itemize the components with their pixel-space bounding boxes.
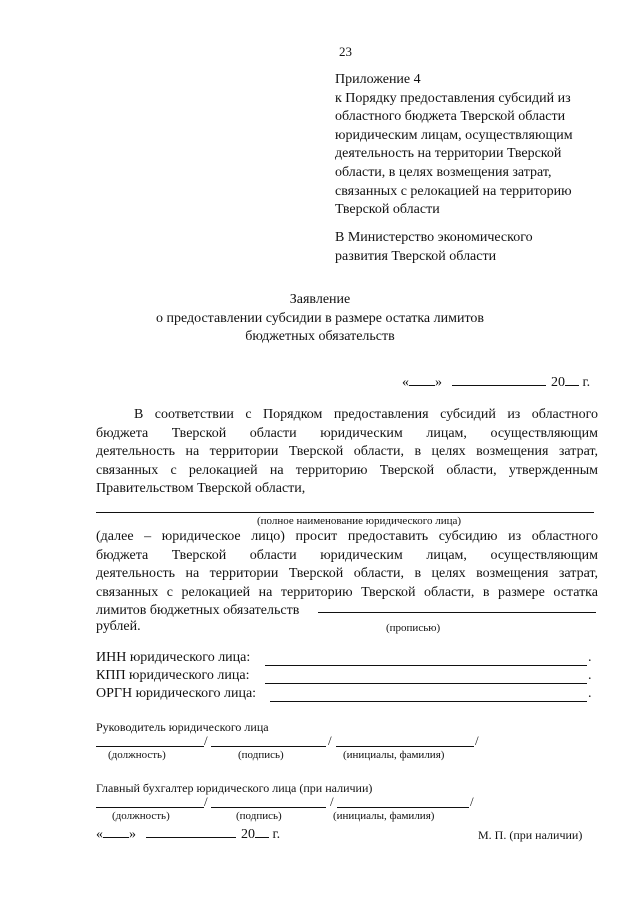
paragraph-line: бюджета Тверской области юридическим лицам, осуществляющим xyxy=(96,425,598,441)
paragraph-line: связанных с релокацией на территорию Тверской области, утвержденным xyxy=(96,462,598,478)
accountant-signature-field[interactable] xyxy=(211,807,326,808)
entity-name-caption: (полное наименование юридического лица) xyxy=(257,515,462,527)
annex-line: Тверской области xyxy=(335,202,440,218)
separator: / xyxy=(475,733,479,748)
annex-line: областного бюджета Тверской области xyxy=(335,109,566,125)
annex-header xyxy=(335,71,573,220)
separator: / xyxy=(204,733,208,748)
accountant-label: Главный бухгалтер юридического лица (при наличии) xyxy=(96,781,373,795)
day-blank[interactable] xyxy=(103,825,129,838)
paragraph-line: связанных с релокацией на территорию Тверской области, в размере остатка xyxy=(96,584,598,600)
amount-in-words-caption: (прописью) xyxy=(386,622,441,634)
paragraph-line: бюджета Тверской области юридическим лицам, осуществляющим xyxy=(96,547,598,563)
accountant-initials-field[interactable] xyxy=(337,807,469,808)
stamp-note: М. П. (при наличии) xyxy=(478,828,583,842)
head-label: Руководитель юридического лица xyxy=(96,720,269,734)
year-prefix: 20 xyxy=(241,827,255,842)
annex-line: связанных с релокацией на территорию xyxy=(335,183,572,199)
date-close-quote: » xyxy=(435,375,442,390)
recipient xyxy=(335,229,533,266)
year-prefix: 20 xyxy=(551,375,565,390)
date-open-quote: « xyxy=(402,375,409,390)
date-field-top xyxy=(402,373,590,391)
rubles-label: рублей. xyxy=(96,619,141,634)
kpp-field[interactable] xyxy=(265,683,587,684)
head-initials-caption: (инициалы, фамилия) xyxy=(343,749,445,761)
month-blank[interactable] xyxy=(146,825,236,838)
year-blank[interactable] xyxy=(255,825,269,838)
head-signature-field[interactable] xyxy=(211,746,326,747)
ogrn-label: ОРГН юридического лица: xyxy=(96,686,257,701)
inn-end-mark: . xyxy=(588,650,592,665)
annex-line: области, в целях возмещения затрат, xyxy=(335,164,552,180)
date-open-quote: « xyxy=(96,827,103,842)
request-paragraph xyxy=(96,528,598,621)
separator: / xyxy=(204,794,208,809)
entity-name-field[interactable] xyxy=(96,512,594,513)
separator: / xyxy=(330,794,334,809)
date-field-bottom xyxy=(96,825,280,843)
kpp-end-mark: . xyxy=(588,668,592,683)
accountant-initials-caption: (инициалы, фамилия) xyxy=(333,810,435,822)
annex-line: Приложение 4 xyxy=(335,72,421,87)
kpp-label: КПП юридического лица: xyxy=(96,668,250,683)
day-blank[interactable] xyxy=(409,373,435,386)
title-line: бюджетных обязательств xyxy=(245,329,395,345)
year-suffix: г. xyxy=(582,375,591,390)
annex-line: к Порядку предоставления субсидий из xyxy=(335,90,571,106)
annex-line: деятельность на территории Тверской xyxy=(335,146,562,162)
ogrn-field[interactable] xyxy=(270,701,587,702)
year-blank[interactable] xyxy=(565,373,579,386)
accountant-position-caption: (должность) xyxy=(112,810,170,822)
paragraph-line: Правительством Тверской области, xyxy=(96,481,306,496)
separator: / xyxy=(328,733,332,748)
intro-paragraph xyxy=(96,406,598,499)
annex-line: юридическим лицам, осуществляющим xyxy=(335,127,573,143)
inn-field[interactable] xyxy=(265,665,587,666)
paragraph-line: лимитов бюджетных обязательств xyxy=(96,603,300,618)
recipient-line: развития Тверской области xyxy=(335,248,497,264)
head-initials-field[interactable] xyxy=(336,746,474,747)
accountant-position-field[interactable] xyxy=(96,807,204,808)
month-blank[interactable] xyxy=(452,373,546,386)
page-number: 23 xyxy=(339,44,352,59)
head-position-field[interactable] xyxy=(96,746,204,747)
date-close-quote: » xyxy=(129,827,136,842)
paragraph-line: деятельность на территории Тверской области, в целях возмещения затрат, xyxy=(96,444,598,459)
title-line: Заявление xyxy=(289,292,351,307)
inn-label: ИНН юридического лица: xyxy=(96,650,251,665)
paragraph-line: (далее – юридическое лицо) просит предоставить субсидию из областного xyxy=(96,529,598,544)
separator: / xyxy=(470,794,474,809)
year-suffix: г. xyxy=(272,827,281,842)
accountant-signature-caption: (подпись) xyxy=(236,810,282,822)
ogrn-end-mark: . xyxy=(588,686,592,701)
recipient-line: В Министерство экономического xyxy=(335,230,533,245)
head-signature-caption: (подпись) xyxy=(238,749,284,761)
head-position-caption: (должность) xyxy=(108,749,166,761)
paragraph-line: деятельность на территории Тверской области, в целях возмещения затрат, xyxy=(96,566,598,581)
document-title xyxy=(0,291,640,347)
amount-field[interactable] xyxy=(318,612,596,613)
title-line: о предоставлении субсидии в размере остатка лимитов xyxy=(155,310,485,326)
paragraph-line: В соответствии с Порядком предоставления субсидий из областного xyxy=(134,407,598,422)
